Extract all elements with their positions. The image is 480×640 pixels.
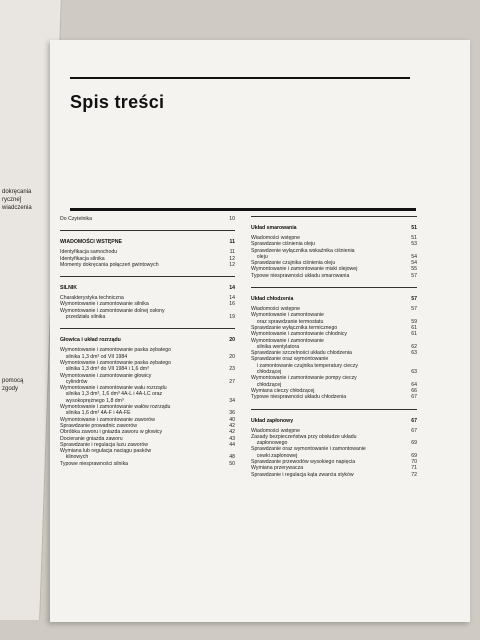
toc-entry-page: 27 [229, 378, 235, 385]
toc-heading-text: Głowica i układ rozrządu [60, 337, 121, 344]
toc-entry-title: Zasady bezpieczeństwa przy obsłudze układu zapłonowego [251, 433, 357, 447]
toc-entry-title: Wymontowanie i zamontowanie oraz sprawdzanie termostatu [251, 312, 324, 325]
toc-entry-page: 67 [411, 394, 417, 401]
toc-entry-title: Identyfikacja silnika [60, 255, 105, 262]
toc-entry-title: Sprawdzanie oraz wymontowanie i zamontowanie cewki zapłonowej [251, 446, 366, 459]
page-title: Spis treści [70, 92, 165, 112]
toc-entry-page: 64 [411, 381, 417, 388]
toc-entry[interactable] [60, 448, 235, 461]
toc-entry[interactable] [60, 373, 235, 386]
toc-entry-page: 48 [229, 454, 235, 461]
toc-entry[interactable] [251, 248, 417, 261]
toc-heading-page: 67 [411, 417, 417, 424]
toc-entry-title: Wymiana cieczy chłodzącej [251, 387, 315, 394]
toc-section [251, 287, 417, 404]
toc-section-heading[interactable] [60, 328, 235, 343]
toc-entry-page: 69 [411, 440, 417, 447]
toc-entry-title: Wymontowanie i zamontowanie miski olejowej [251, 266, 358, 273]
toc-entry-page: 66 [411, 387, 417, 394]
toc-entry-title: Wymontowanie i zamontowanie paska zębatego silnika 1,3 dm³ do VII 1984 i 1,6 dm³ [60, 359, 171, 373]
toc-heading-page: 20 [229, 337, 235, 344]
background-text-fragment: zgody [2, 386, 19, 392]
toc-entry-page: 23 [229, 366, 235, 373]
toc-left-column [60, 212, 235, 471]
toc-entry-page: 54 [411, 253, 417, 260]
toc-entry-page: 44 [229, 441, 235, 448]
toc-entry-page: 19 [229, 314, 235, 321]
toc-entry[interactable] [60, 216, 235, 222]
toc-entry[interactable] [60, 262, 235, 268]
toc-entry-page: 54 [411, 260, 417, 267]
toc-entry-title: Sprawdzenie wyłącznika wskaźnika ciśnienia oleju [251, 247, 355, 260]
toc-entry-title: Typowe niesprawności układu chłodzenia [251, 394, 347, 401]
toc-entry-page: 51 [411, 235, 417, 241]
book-page [50, 40, 470, 622]
toc-entry-title: Typowe niesprawności układu smarowania [251, 272, 350, 279]
toc-entry-title: Wiadomości wstępne [251, 427, 301, 434]
toc-entry-page: 71 [411, 465, 417, 472]
toc-section [60, 216, 235, 226]
top-rule [70, 77, 410, 79]
background-text-fragment: pomocą [2, 378, 24, 384]
toc-entry[interactable] [251, 434, 417, 447]
toc-heading-text: Układ zapłonowy [251, 417, 294, 424]
toc-entry-page: 70 [411, 459, 417, 466]
background-text-fragment: wiadczenia [2, 205, 32, 211]
toc-entry-page: 50 [229, 460, 235, 467]
toc-entry-title: Wiadomości wstępne [251, 235, 301, 241]
toc-section-heading[interactable] [251, 287, 417, 302]
toc-entry-page: 14 [229, 295, 235, 302]
toc-entry-title: Typowe niesprawności silnika [60, 460, 129, 467]
toc-entry-page: 61 [411, 331, 417, 338]
toc-entry[interactable] [60, 308, 235, 321]
toc-section [251, 216, 417, 283]
toc-section-heading[interactable] [60, 276, 235, 291]
toc-entry-page: 12 [229, 255, 235, 262]
toc-entry-title: Charakterystyka techniczna [60, 295, 124, 302]
toc-entry-page: 42 [229, 422, 235, 429]
toc-entry-page: 11 [229, 249, 235, 256]
toc-section-heading[interactable] [60, 230, 235, 245]
toc-entry-title: Wymontowanie i zamontowanie paska zębatego silnika 1,3 dm³ od VII 1984 [60, 347, 171, 360]
toc-entry-title: Sprawdzanie przewodów wysokiego napięcia [251, 459, 356, 466]
toc-entry-title: Sprawdzanie i regulacja kąta zwarcia styków [251, 471, 354, 478]
toc-entry-title: Obróbka zaworu i gniazda zaworu w głowicy [60, 429, 163, 436]
toc-entry[interactable] [251, 394, 417, 400]
toc-heading-page: 57 [411, 296, 417, 303]
toc-entry-title: Wymiana przerywacza [251, 465, 304, 472]
toc-entry-page: 16 [229, 301, 235, 308]
toc-entry-page: 72 [411, 471, 417, 478]
toc-entry-page: 36 [229, 410, 235, 417]
toc-right-column [251, 212, 417, 482]
background-text-fragment: ryczne] [2, 197, 22, 203]
toc-entry-title: Wymontowanie i zamontowanie silnika wentylatora [251, 337, 324, 350]
toc-section [60, 328, 235, 471]
toc-entry-title: Wymontowanie i zamontowanie głowicy cylindrów [60, 372, 152, 385]
toc-entry[interactable] [251, 446, 417, 459]
toc-entry-title: Wymontowanie i zamontowanie chłodnicy [251, 331, 347, 338]
toc-entry-title: Sprawdzanie i regulacja luzu zaworów [60, 441, 148, 448]
toc-entry-title: Wymiana lub regulacja naciągu pasków klinowych [60, 448, 152, 461]
toc-entry-title: Docieranie gniazda zaworu [60, 435, 123, 442]
toc-entry[interactable] [60, 347, 235, 360]
toc-entry[interactable] [251, 338, 417, 351]
toc-section [60, 230, 235, 272]
toc-entry[interactable] [60, 385, 235, 404]
toc-entry-page: 40 [229, 416, 235, 423]
toc-entry-page: 61 [411, 324, 417, 331]
toc-entry-title: Do Czytelnika [60, 216, 93, 222]
toc-entry-page: 12 [229, 261, 235, 268]
toc-heading-text: WIADOMOŚCI WSTĘPNE [60, 239, 122, 246]
toc-entry-page: 59 [411, 318, 417, 325]
background-text-fragment: dokręcania [2, 189, 32, 195]
toc-entry[interactable] [251, 356, 417, 375]
toc-heading-page: 14 [229, 285, 235, 292]
toc-entry[interactable] [251, 472, 417, 478]
toc-heading-page: 11 [229, 239, 235, 246]
toc-entry-page: 63 [411, 350, 417, 357]
toc-entry-page: 67 [411, 427, 417, 434]
toc-entry-page: 34 [229, 397, 235, 404]
toc-entry[interactable] [60, 404, 235, 417]
toc-entry-title: Sprawdzanie oraz wymontowanie i zamontowanie czujnika temperatury cieczy chłodzącej [251, 356, 358, 376]
toc-heading-page: 51 [411, 225, 417, 231]
toc-entry-title: Sprawdzanie wyłącznika termicznego [251, 324, 338, 331]
toc-entry-title: Wymontowanie i zamontowanie pompy cieczy chłodzącej [251, 375, 357, 388]
toc-entry-title: Identyfikacja samochodu [60, 249, 118, 256]
toc-entry-page: 10 [229, 216, 235, 222]
toc-entry-page: 62 [411, 343, 417, 350]
toc-entry-title: Wiadomości wstępne [251, 306, 301, 313]
toc-entry[interactable] [251, 375, 417, 388]
toc-entry-page: 53 [411, 241, 417, 248]
toc-entry-title: Sprawdzanie czujnika ciśnienia oleju [251, 260, 336, 267]
toc-entry-title: Wymontowanie i zamontowanie dolnej osłony przedziału silnika [60, 307, 165, 321]
toc-section [60, 276, 235, 324]
section-rule [70, 208, 416, 211]
toc-section-heading[interactable] [251, 409, 417, 424]
toc-entry-title: Momenty dokręcania połączeń gwintowych [60, 261, 159, 268]
toc-entry-title: Sprawdzanie szczelności układu chłodzenia [251, 350, 352, 357]
toc-entry-page: 20 [229, 353, 235, 360]
toc-entry[interactable] [251, 312, 417, 325]
toc-entry-title: Sprawdzanie prowadnic zaworów [60, 422, 137, 429]
toc-heading-text: Układ chłodzenia [251, 296, 294, 303]
toc-entry-page: 42 [229, 429, 235, 436]
toc-entry[interactable] [251, 273, 417, 279]
toc-heading-text: SILNIK [60, 285, 78, 292]
toc-entry-title: Sprawdzanie ciśnienia oleju [251, 241, 316, 248]
toc-entry-page: 63 [411, 369, 417, 376]
toc-entry[interactable] [60, 461, 235, 467]
toc-section [251, 409, 417, 482]
toc-entry-page: 55 [411, 266, 417, 273]
toc-entry-page: 69 [411, 452, 417, 459]
toc-entry-page: 43 [229, 435, 235, 442]
toc-entry[interactable] [60, 360, 235, 373]
toc-entry-page: 57 [411, 306, 417, 313]
toc-entry-title: Wymontowanie i zamontowanie silnika [60, 301, 149, 308]
toc-entry-title: Wymontowanie i zamontowanie wałów rozrządu silnika 1,6 dm³ 4A-F i 4A-FE [60, 404, 171, 417]
toc-entry-page: 57 [411, 272, 417, 279]
toc-entry-title: Wymontowanie i zamontowanie wału rozrządu silnika 1,3 dm³, 1,6 dm³ 4A-L i 4A-LC oraz wysokoprężnego 1,8 dm³ [60, 385, 167, 404]
toc-entry-title: Wymontowanie i zamontowanie zaworów [60, 416, 155, 423]
toc-heading-text: Układ smarowania [251, 225, 297, 231]
toc-section-heading[interactable] [251, 216, 417, 231]
